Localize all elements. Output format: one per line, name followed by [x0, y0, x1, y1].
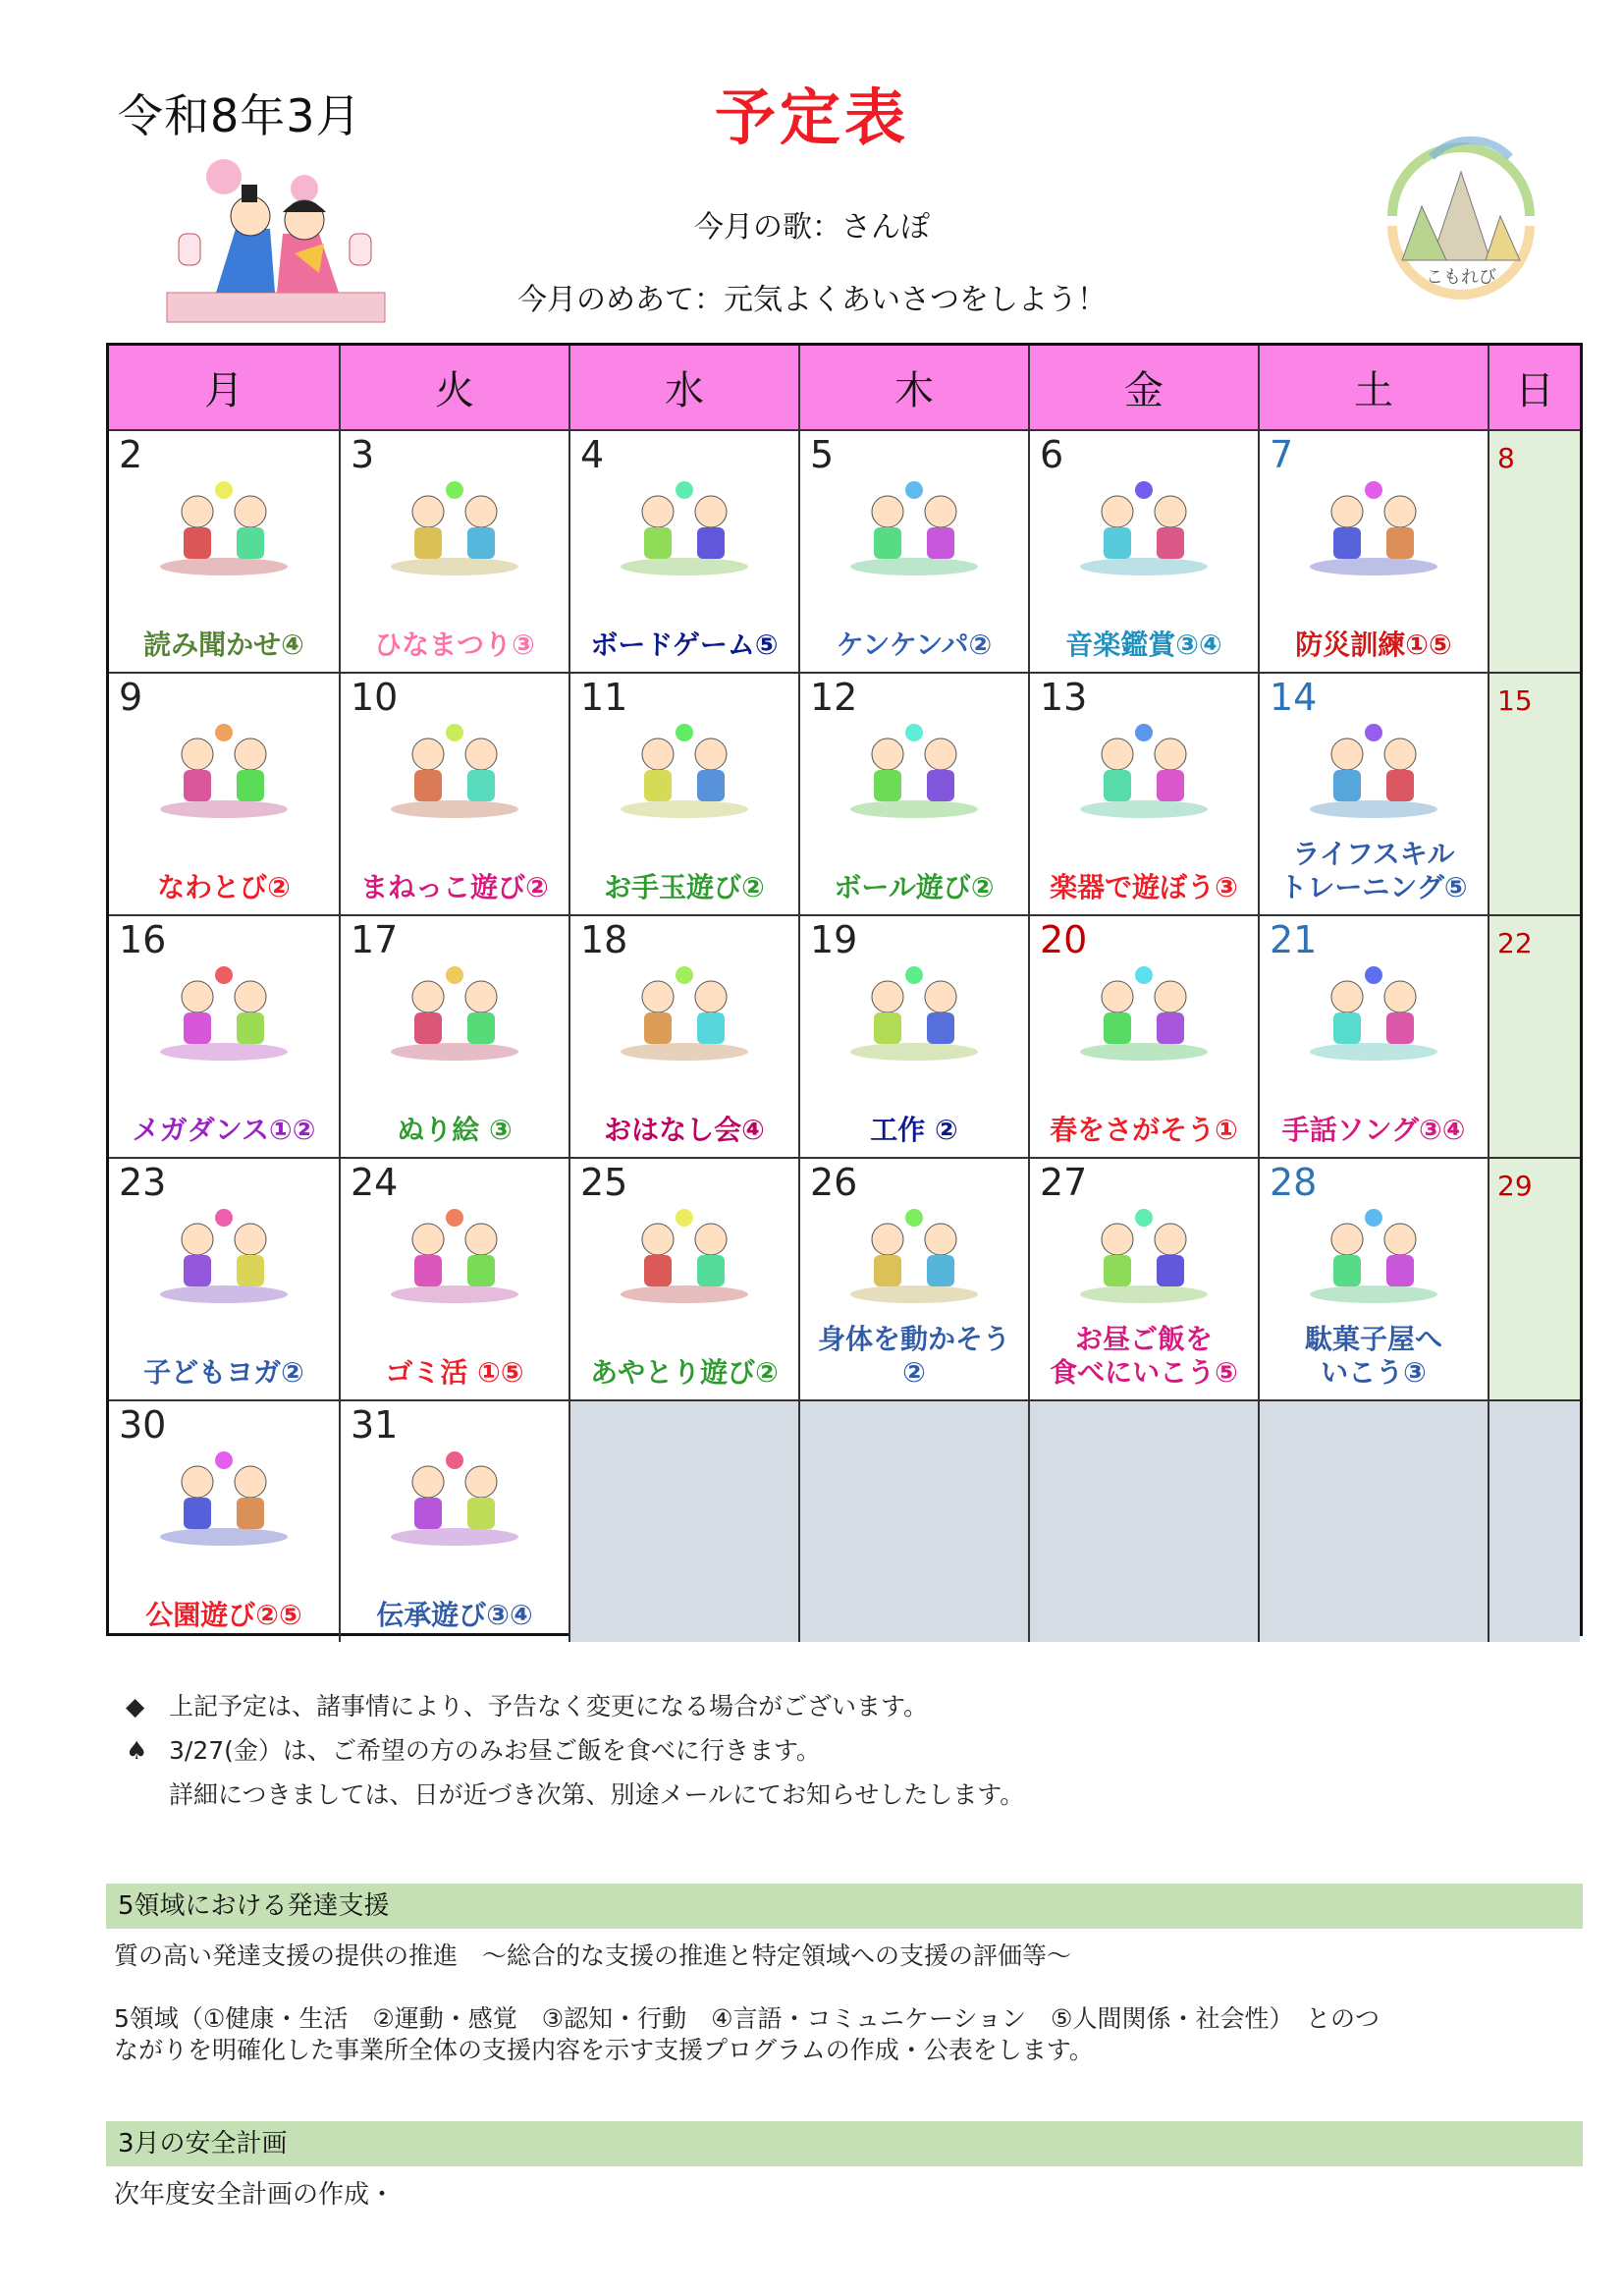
- activity-label: 駄菓子屋へ いこう③: [1304, 1323, 1442, 1389]
- disaster-drill-icon: [1300, 470, 1447, 582]
- day-number: 24: [351, 1161, 399, 1204]
- activity-label: あやとり遊び②: [590, 1356, 779, 1389]
- activity-label: ぬり絵 ③: [397, 1114, 513, 1146]
- calendar-day-cell: [109, 1399, 341, 1642]
- day-number: 25: [580, 1161, 628, 1204]
- cat-cradle-icon: [611, 1198, 758, 1310]
- activity-label: お手玉遊び②: [604, 871, 765, 903]
- day-number: 16: [119, 918, 167, 961]
- yoga-icon: [150, 1198, 298, 1310]
- spaghetti-icon: [1070, 1198, 1218, 1310]
- activity-label: ボードゲーム⑤: [590, 629, 779, 661]
- empty-day-cell: [1260, 1399, 1489, 1642]
- calendar-day-cell: [1030, 914, 1260, 1157]
- activity-label: 公園遊び②⑤: [145, 1599, 302, 1631]
- day-number: 13: [1040, 676, 1088, 719]
- monthly-goal: 今月のめあて：元気よくあいさつをしよう！: [517, 283, 1107, 317]
- calendar-day-cell: [341, 1399, 570, 1642]
- activity-label: 音楽鑑賞③④: [1065, 629, 1222, 661]
- calendar-day-cell: [1030, 1157, 1260, 1399]
- empty-day-cell: [800, 1399, 1030, 1642]
- calendar-day-cell: [1030, 429, 1260, 672]
- sign-song-icon: [1300, 956, 1447, 1067]
- coloring-icon: [381, 956, 528, 1067]
- day-number: 5: [810, 433, 835, 476]
- calendar-day-cell: [1260, 672, 1489, 914]
- calendar-day-cell: [570, 914, 800, 1157]
- trash-pickup-icon: [381, 1198, 528, 1310]
- activity-label: まねっこ遊び②: [360, 871, 549, 903]
- calendar-day-cell: [109, 429, 341, 672]
- candy-shop-icon: [1300, 1198, 1447, 1310]
- beanbag-icon: [611, 713, 758, 825]
- day-number: 15: [1497, 684, 1533, 717]
- day-number: 29: [1497, 1170, 1533, 1202]
- cherry-tree-icon: [1070, 956, 1218, 1067]
- empty-day-cell: [570, 1399, 800, 1642]
- calendar-day-cell: [341, 1157, 570, 1399]
- calendar-day-cell: [1260, 914, 1489, 1157]
- note-1: [126, 1687, 928, 1722]
- logo-text: こもれび: [1426, 267, 1496, 288]
- diamond-icon: ◆: [126, 1692, 145, 1721]
- weekday-label: 金: [1030, 346, 1260, 429]
- board-game-icon: [611, 470, 758, 582]
- note-text: 3/27(金）は、ご希望の方のみお昼ご飯を食べに行きます。: [169, 1736, 821, 1765]
- hina-dolls-icon: [381, 470, 528, 582]
- note-text: 詳細につきましては、日が近づき次第、別途メールにてお知らせしたします。: [169, 1780, 1025, 1809]
- hopscotch-icon: [840, 470, 988, 582]
- day-number: 27: [1040, 1161, 1088, 1204]
- calendar-day-cell: [1489, 1157, 1580, 1399]
- note-3: [126, 1776, 1024, 1811]
- calendar-day-cell: [1260, 429, 1489, 672]
- activity-label: ボール遊び②: [834, 871, 995, 903]
- day-number: 7: [1270, 433, 1294, 476]
- page-title: 予定表: [714, 82, 909, 153]
- activity-label: 子どもヨガ②: [143, 1356, 304, 1389]
- activity-label: 防災訓練①⑤: [1295, 629, 1452, 661]
- day-number: 14: [1270, 676, 1318, 719]
- support-line-1: 5領域（①健康・生活 ②運動・感覚 ③認知・行動 ④言語・コミュニケーション ⑤人間関係・社会性） とのつ: [114, 2004, 1380, 2033]
- activity-label: おはなし会④: [604, 1114, 765, 1146]
- calendar-day-cell: [109, 672, 341, 914]
- support-heading: 5領域における発達支援: [106, 1884, 1583, 1929]
- jump-rope-icon: [150, 713, 298, 825]
- weekday-header: [109, 346, 1580, 429]
- activity-label: 読み聞かせ④: [143, 629, 304, 661]
- activity-label: お昼ご飯を 食べにいこう⑤: [1050, 1323, 1238, 1389]
- weekday-label: 日: [1489, 346, 1580, 429]
- calendar-day-cell: [341, 429, 570, 672]
- activity-label: 伝承遊び③④: [376, 1599, 533, 1631]
- era-month: 令和8年3月: [118, 89, 362, 142]
- calendar-day-cell: [1489, 672, 1580, 914]
- day-number: 10: [351, 676, 399, 719]
- calendar-day-cell: [1489, 429, 1580, 672]
- day-number: 17: [351, 918, 399, 961]
- craft-icon: [840, 956, 988, 1067]
- calendar-day-cell: [570, 1157, 800, 1399]
- calendar-day-cell: [570, 672, 800, 914]
- note-2: [126, 1731, 821, 1767]
- day-number: 26: [810, 1161, 858, 1204]
- weekday-label: 火: [341, 346, 570, 429]
- support-subtitle: 質の高い発達支援の提供の推進 ～総合的な支援の推進と特定領域への支援の評価等～: [114, 1941, 1072, 1970]
- hina-dolls-icon: [157, 155, 393, 336]
- calendar-day-cell: [1489, 914, 1580, 1157]
- calendar-day-cell: [800, 672, 1030, 914]
- calendar-day-cell: [800, 429, 1030, 672]
- day-number: 6: [1040, 433, 1064, 476]
- day-number: 11: [580, 676, 628, 719]
- activity-label: ケンケンパ②: [836, 629, 993, 661]
- spade-icon: ♠: [126, 1736, 148, 1765]
- ball-play-icon: [840, 713, 988, 825]
- calendar-day-cell: [341, 914, 570, 1157]
- traditional-play-icon: [381, 1441, 528, 1553]
- calendar-day-cell: [109, 1157, 341, 1399]
- day-number: 8: [1497, 442, 1515, 474]
- day-number: 19: [810, 918, 858, 961]
- activity-label: 楽器で遊ぼう③: [1050, 871, 1238, 903]
- safety-heading: 3月の安全計画: [106, 2121, 1583, 2166]
- day-number: 20: [1040, 918, 1088, 961]
- reading-icon: [150, 470, 298, 582]
- mimic-play-icon: [381, 713, 528, 825]
- cleaning-icon: [1300, 713, 1447, 825]
- safety-text: 次年度安全計画の作成・: [114, 2180, 396, 2210]
- empty-day-cell: [1030, 1399, 1260, 1642]
- weekday-label: 土: [1260, 346, 1489, 429]
- monthly-song: 今月の歌：さんぽ: [694, 210, 930, 245]
- weekday-label: 水: [570, 346, 800, 429]
- calendar-day-cell: [800, 914, 1030, 1157]
- day-number: 30: [119, 1403, 167, 1447]
- calendar: [106, 343, 1583, 1636]
- day-number: 21: [1270, 918, 1318, 961]
- calendar-day-cell: [341, 672, 570, 914]
- day-number: 12: [810, 676, 858, 719]
- activity-label: ひなまつり③: [374, 629, 535, 661]
- day-number: 4: [580, 433, 605, 476]
- note-text: 上記予定は、諸事情により、予告なく変更になる場合がございます。: [169, 1692, 929, 1721]
- support-line-2: ながりを明確化した事業所全体の支援内容を示す支援プログラムの作成・公表をします。: [114, 2036, 1094, 2064]
- activity-label: メガダンス①②: [132, 1114, 316, 1146]
- calendar-day-cell: [1260, 1157, 1489, 1399]
- calendar-day-cell: [570, 429, 800, 672]
- calendar-day-cell: [109, 914, 341, 1157]
- logo: [1363, 128, 1559, 308]
- empty-day-cell: [1489, 1399, 1580, 1642]
- activity-label: なわとび②: [157, 871, 291, 903]
- activity-label: ライフスキル トレーニング⑤: [1279, 838, 1468, 903]
- activity-label: ゴミ活 ①⑤: [385, 1356, 524, 1389]
- day-number: 9: [119, 676, 143, 719]
- calendar-day-cell: [1030, 672, 1260, 914]
- activity-label: 工作 ②: [870, 1114, 958, 1146]
- storytelling-icon: [611, 956, 758, 1067]
- weekday-label: 木: [800, 346, 1030, 429]
- day-number: 18: [580, 918, 628, 961]
- playground-icon: [150, 1441, 298, 1553]
- dance-icon: [150, 956, 298, 1067]
- instruments-icon: [1070, 713, 1218, 825]
- day-number: 28: [1270, 1161, 1318, 1204]
- activity-label: 身体を動かそう ②: [817, 1323, 1010, 1389]
- day-number: 22: [1497, 927, 1533, 959]
- day-number: 3: [351, 433, 375, 476]
- calendar-day-cell: [800, 1157, 1030, 1399]
- music-notes-icon: [1070, 470, 1218, 582]
- day-number: 2: [119, 433, 143, 476]
- day-number: 23: [119, 1161, 167, 1204]
- activity-label: 春をさがそう①: [1050, 1114, 1238, 1146]
- day-number: 31: [351, 1403, 399, 1447]
- activity-label: 手話ソング③④: [1281, 1114, 1466, 1146]
- exercise-icon: [840, 1198, 988, 1310]
- weekday-label: 月: [109, 346, 341, 429]
